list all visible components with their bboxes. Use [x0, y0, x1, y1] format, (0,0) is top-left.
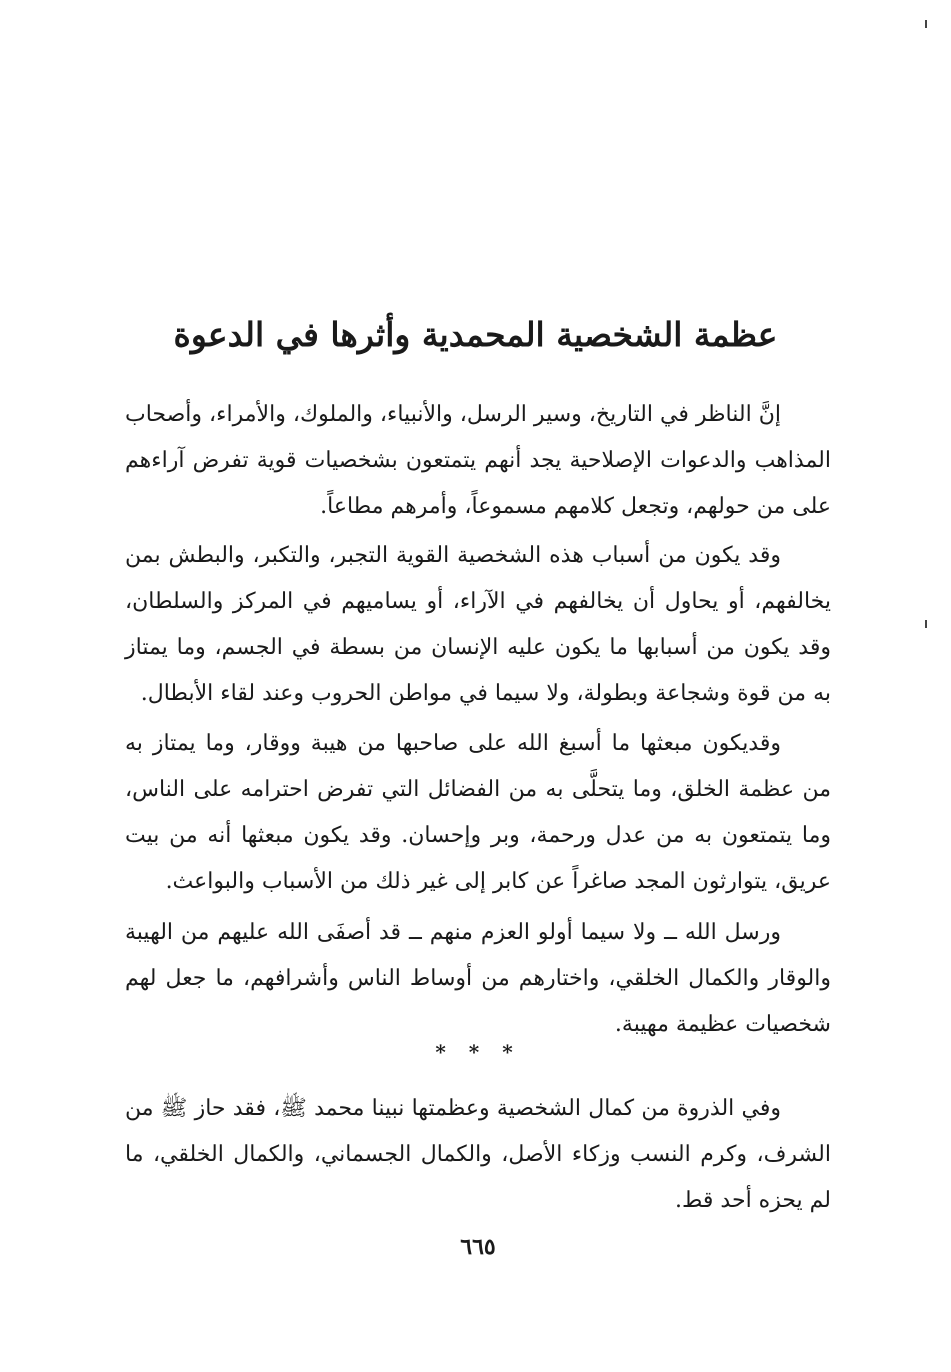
- paragraph-5: وفي الذروة من كمال الشخصية وعظمتها نبينا محمد ﷺ، فقد حاز ﷺ من الشرف، وكرم النسب وزكاء الأصل، والكمال الجسماني، والكمال الخلقي، ما لم يحزه أحد قط.: [125, 1096, 831, 1213]
- page-edge-mark: [925, 20, 927, 28]
- paragraph-4: ورسل الله ــ ولا سيما أولو العزم منهم ــ قد أصفَى الله عليهم من الهيبة والوقار والكمال الخلقي، واختارهم من أوساط الناس وأشرافهم، ما جعل لهم شخصيات عظيمة مهيبة.: [125, 920, 831, 1037]
- chapter-title: عظمة الشخصية المحمدية وأثرها في الدعوة: [173, 315, 778, 354]
- page-number: ٦٦٥: [460, 1234, 496, 1260]
- section-separator: * * *: [435, 1040, 521, 1064]
- page-edge-mark: [925, 620, 927, 628]
- paragraph-1: إنَّ الناظر في التاريخ، وسير الرسل، والأنبياء، والملوك، والأمراء، وأصحاب المذاهب والدعوات الإصلاحية يجد أنهم يتمتعون بشخصيات قوية تفرض آراءهم على من حولهم، وتجعل كلامهم مسموعاً، وأمرهم مطاعاً.: [125, 402, 831, 519]
- paragraph-3: وقديكون مبعثها ما أسبغ الله على صاحبها من هيبة ووقار، وما يمتاز به من عظمة الخلق، وما يتحلَّى به من الفضائل التي تفرض احترامه على الناس، وما يتمتعون به من عدل ورحمة، وبر وإحسان. وقد يكون مبعثها أنه من بيت عريق، يتوارثون المجد صاغراً عن كابر إلى غير ذلك من الأسباب والبواعث.: [125, 731, 831, 894]
- paragraph-2: وقد يكون من أسباب هذه الشخصية القوية التجبر، والتكبر، والبطش بمن يخالفهم، أو يحاول أن يخالفهم في الآراء، أو يساميهم في المركز والسلطان، وقد يكون من أسبابها ما يكون عليه الإنسان من بسطة في الجسم، وما يمتاز به من قوة وشجاعة وبطولة، ولا سيما في مواطن الحروب وعند لقاء الأبطال.: [125, 543, 832, 706]
